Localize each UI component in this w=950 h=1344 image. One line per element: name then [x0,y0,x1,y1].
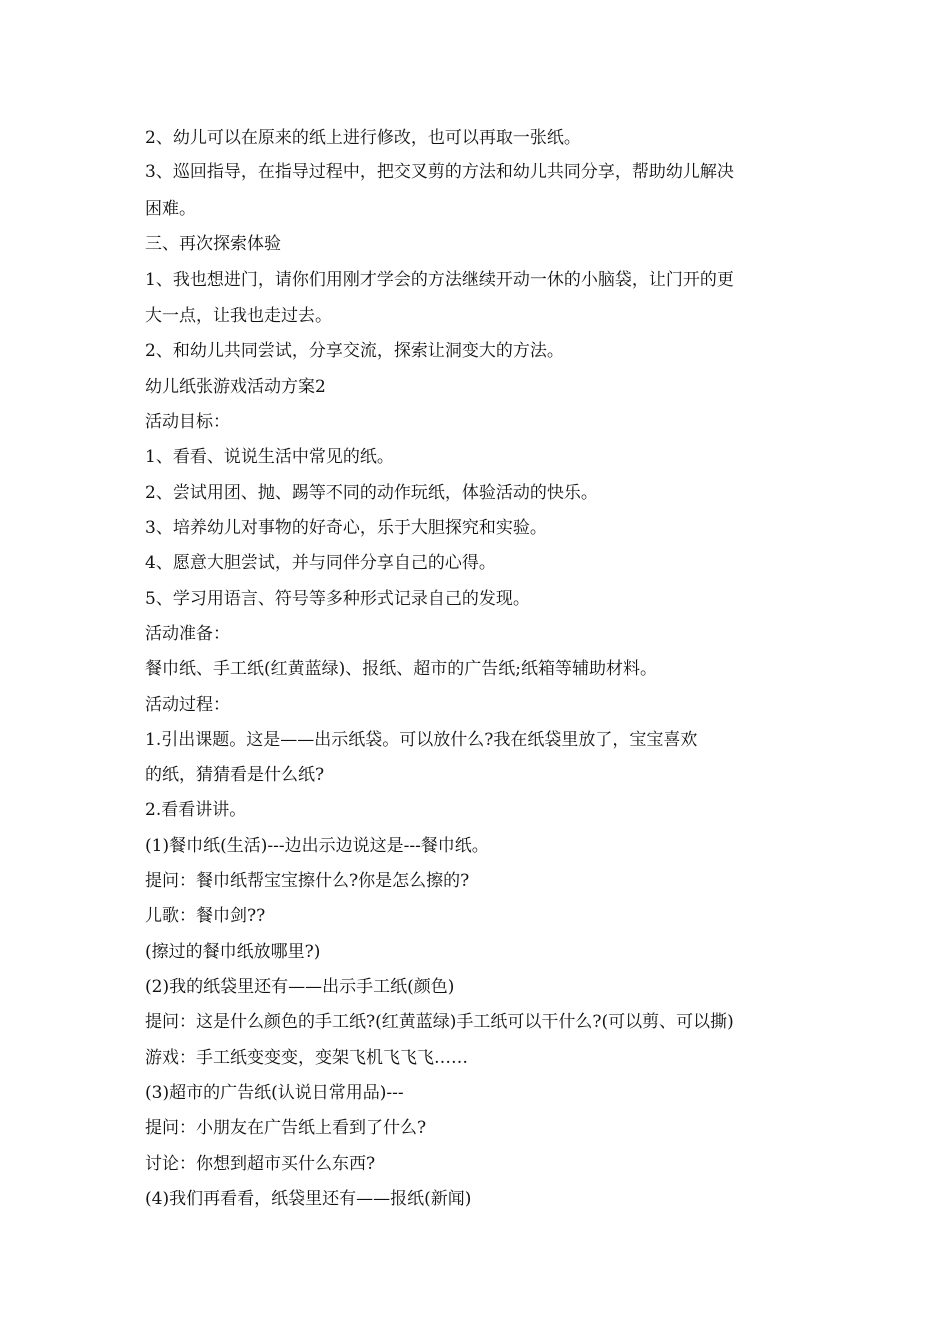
text-line: 困难。 [145,199,196,219]
text-line: 提问：小朋友在广告纸上看到了什么? [145,1118,427,1138]
section-heading: 活动准备： [145,624,230,644]
text-line: 大一点，让我也走过去。 [145,306,332,326]
text-line: 1、我也想进门，请你们用刚才学会的方法继续开动一休的小脑袋，让门开的更 [145,270,734,290]
text-line: (1)餐巾纸(生活)---边出示边说这是---餐巾纸。 [145,836,489,856]
text-line: 的纸，猜猜看是什么纸? [145,765,325,785]
text-line: 2、尝试用团、抛、踢等不同的动作玩纸，体验活动的快乐。 [145,483,598,503]
text-line: 2.看看讲讲。 [145,800,247,820]
text-line: 1.引出课题。这是——出示纸袋。可以放什么?我在纸袋里放了，宝宝喜欢 [145,730,698,750]
text-line: 1、看看、说说生活中常见的纸。 [145,447,394,467]
text-line: 5、学习用语言、符号等多种形式记录自己的发现。 [145,589,530,609]
text-line: (擦过的餐巾纸放哪里?) [145,942,321,962]
section-heading: 活动过程： [145,695,230,715]
text-line: 提问：这是什么颜色的手工纸?(红黄蓝绿)手工纸可以干什么?(可以剪、可以撕) [145,1012,734,1032]
document-title: 幼儿纸张游戏活动方案2 [145,377,326,397]
text-line: 游戏：手工纸变变变，变架飞机飞飞飞…… [145,1048,468,1068]
text-line: 儿歌：餐巾剑?? [145,906,266,926]
text-line: (4)我们再看看，纸袋里还有——报纸(新闻) [145,1189,472,1209]
text-line: (3)超市的广告纸(认说日常用品)--- [145,1083,404,1103]
text-line: 讨论：你想到超市买什么东西? [145,1154,376,1174]
section-heading: 活动目标： [145,412,230,432]
text-line: 2、幼儿可以在原来的纸上进行修改，也可以再取一张纸。 [145,128,581,148]
section-heading: 三、再次探索体验 [145,234,281,254]
text-line: 提问：餐巾纸帮宝宝擦什么?你是怎么擦的? [145,871,470,891]
text-line: 3、培养幼儿对事物的好奇心，乐于大胆探究和实验。 [145,518,547,538]
text-line: 餐巾纸、手工纸(红黄蓝绿)、报纸、超市的广告纸;纸箱等辅助材料。 [145,659,657,679]
text-line: 2、和幼儿共同尝试，分享交流，探索让洞变大的方法。 [145,341,564,361]
text-line: (2)我的纸袋里还有——出示手工纸(颜色) [145,977,455,997]
text-line: 4、愿意大胆尝试，并与同伴分享自己的心得。 [145,553,496,573]
text-line: 3、巡回指导，在指导过程中，把交叉剪的方法和幼儿共同分享，帮助幼儿解决 [145,162,734,182]
